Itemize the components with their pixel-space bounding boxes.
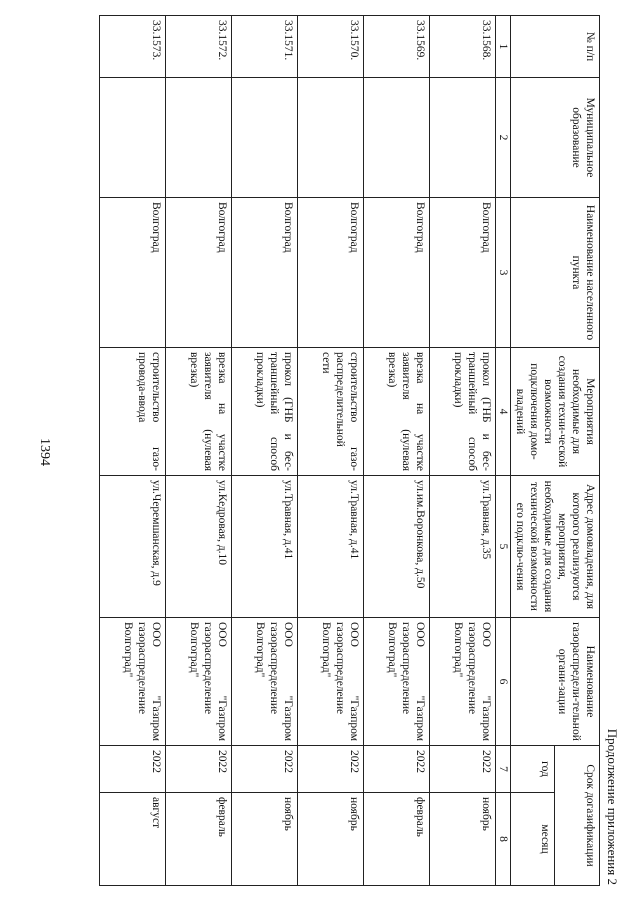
cell-measure: прокол (ГНБ и бес-траншейный способ прокладки) bbox=[429, 348, 495, 476]
cell-address: ул.Травная, д.41 bbox=[297, 476, 363, 618]
header-row bbox=[555, 16, 600, 886]
continuation-note: Продолжение приложения 2 bbox=[605, 728, 620, 885]
cell-measure: строительство газо-распределительной сети bbox=[297, 348, 363, 476]
header-organization: Наименование газораспредели-тельной органи-зации bbox=[510, 618, 599, 746]
rotated-page-content bbox=[68, 15, 620, 885]
cell-month: ноябрь bbox=[429, 793, 495, 886]
cell-month: февраль bbox=[165, 793, 231, 886]
cell-measure: врезка на участке заявителя (нулевая врезка) bbox=[165, 348, 231, 476]
column-number: 2 bbox=[495, 78, 510, 198]
cell-municipality bbox=[165, 78, 231, 198]
cell-settlement: Волгоград bbox=[363, 198, 429, 348]
cell-address: ул.Черемшанская, д.9 bbox=[99, 476, 165, 618]
cell-municipality bbox=[297, 78, 363, 198]
cell-address: ул.Кедровая, д.10 bbox=[165, 476, 231, 618]
column-number: 3 bbox=[495, 198, 510, 348]
column-number-row bbox=[495, 16, 510, 886]
cell-settlement: Волгоград bbox=[165, 198, 231, 348]
table-row bbox=[99, 16, 165, 886]
page-number: 1394 bbox=[37, 438, 52, 466]
cell-organization: ООО "Газпром газораспределение Волгоград" bbox=[429, 618, 495, 746]
cell-municipality bbox=[99, 78, 165, 198]
cell-year: 2022 bbox=[363, 746, 429, 793]
cell-measure: врезка на участке заявителя (нулевая врезка) bbox=[363, 348, 429, 476]
cell-year: 2022 bbox=[99, 746, 165, 793]
cell-measure: строительство газо-провода-ввода bbox=[99, 348, 165, 476]
table-row bbox=[165, 16, 231, 886]
cell-month: ноябрь bbox=[297, 793, 363, 886]
header-year: год bbox=[510, 746, 555, 793]
cell-num: 33.1572. bbox=[165, 16, 231, 78]
header-address: Адрес домовладения, для которого реализуются мероприятия, необходимые для создания технической возможности его подклю-чения bbox=[510, 476, 599, 618]
table-row bbox=[297, 16, 363, 886]
cell-settlement: Волгоград bbox=[231, 198, 297, 348]
cell-num: 33.1568. bbox=[429, 16, 495, 78]
cell-measure: прокол (ГНБ и бес-траншейный способ прокладки) bbox=[231, 348, 297, 476]
header-municipality: Муниципальное образование bbox=[510, 78, 599, 198]
cell-municipality bbox=[429, 78, 495, 198]
cell-address: ул.Травная, д.41 bbox=[231, 476, 297, 618]
cell-organization: ООО "Газпром газораспределение Волгоград" bbox=[363, 618, 429, 746]
header-num: № п/п bbox=[510, 16, 599, 78]
column-number: 7 bbox=[495, 746, 510, 793]
cell-month: февраль bbox=[363, 793, 429, 886]
cell-municipality bbox=[231, 78, 297, 198]
header-measures: Мероприятия необходимые для создания техни-ческой возможности подключения домо-владений bbox=[510, 348, 599, 476]
column-number: 8 bbox=[495, 793, 510, 886]
cell-settlement: Волгоград bbox=[297, 198, 363, 348]
gasification-table bbox=[99, 15, 600, 886]
cell-municipality bbox=[363, 78, 429, 198]
column-number: 5 bbox=[495, 476, 510, 618]
header-settlement: Наименование населенного пункта bbox=[510, 198, 599, 348]
cell-num: 33.1569. bbox=[363, 16, 429, 78]
table-row bbox=[231, 16, 297, 886]
cell-year: 2022 bbox=[429, 746, 495, 793]
column-number: 1 bbox=[495, 16, 510, 78]
cell-year: 2022 bbox=[231, 746, 297, 793]
column-number: 6 bbox=[495, 618, 510, 746]
cell-address: ул.Травная, д.35 bbox=[429, 476, 495, 618]
header-month: месяц bbox=[510, 793, 555, 886]
cell-organization: ООО "Газпром газораспределение Волгоград" bbox=[165, 618, 231, 746]
cell-settlement: Волгоград bbox=[99, 198, 165, 348]
cell-address: ул.им.Воронкова, д.50 bbox=[363, 476, 429, 618]
cell-month: август bbox=[99, 793, 165, 886]
table-row bbox=[363, 16, 429, 886]
cell-organization: ООО "Газпром газораспределение Волгоград" bbox=[297, 618, 363, 746]
cell-num: 33.1571. bbox=[231, 16, 297, 78]
cell-year: 2022 bbox=[165, 746, 231, 793]
cell-settlement: Волгоград bbox=[429, 198, 495, 348]
header-deadline: Срок догазификации bbox=[555, 746, 600, 886]
cell-organization: ООО "Газпром газораспределение Волгоград" bbox=[99, 618, 165, 746]
cell-num: 33.1573. bbox=[99, 16, 165, 78]
table-row bbox=[429, 16, 495, 886]
column-number: 4 bbox=[495, 348, 510, 476]
cell-year: 2022 bbox=[297, 746, 363, 793]
cell-month: ноябрь bbox=[231, 793, 297, 886]
cell-organization: ООО "Газпром газораспределение Волгоград" bbox=[231, 618, 297, 746]
cell-num: 33.1570. bbox=[297, 16, 363, 78]
